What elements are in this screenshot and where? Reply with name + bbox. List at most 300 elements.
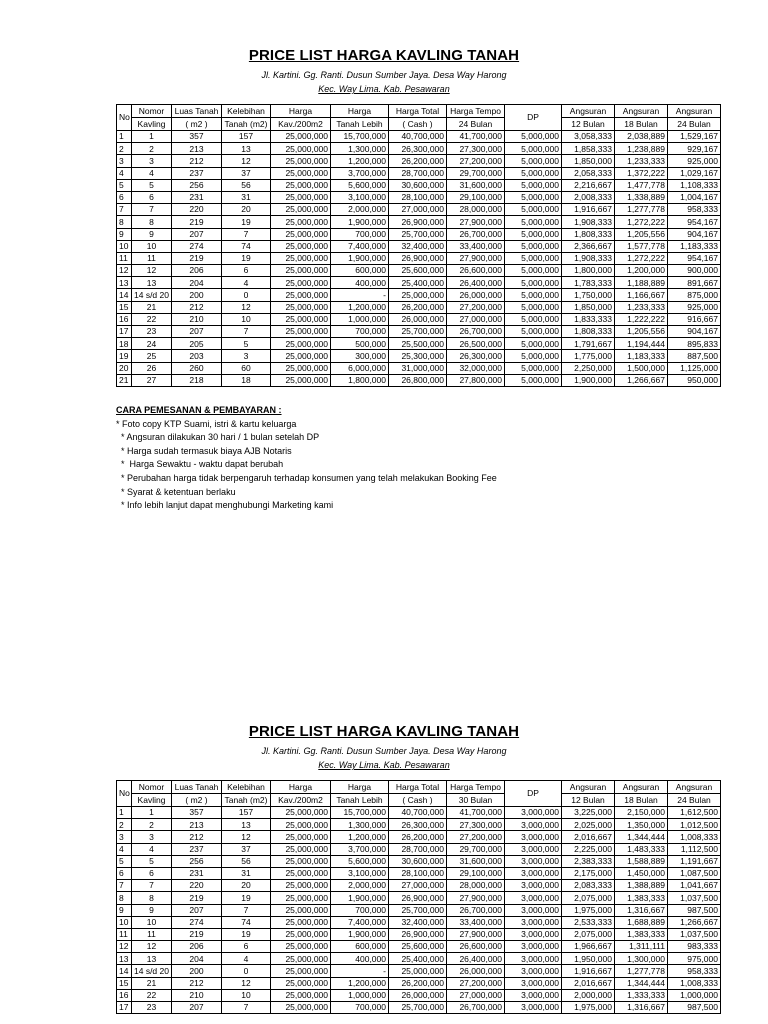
table-cell: 24: [132, 338, 172, 350]
table-row: [117, 204, 721, 216]
table-cell: 25,000,000: [271, 179, 331, 191]
table-cell: 26,000,000: [447, 965, 505, 977]
table-cell: 1: [132, 131, 172, 143]
table-cell: 5,000,000: [505, 265, 562, 277]
table-cell: 30,600,000: [389, 855, 447, 867]
table-row: [117, 228, 721, 240]
table-cell: 5,000,000: [505, 155, 562, 167]
table-cell: 206: [172, 941, 222, 953]
header-cell: ( m2 ): [172, 794, 222, 807]
table-cell: 1,900,000: [331, 252, 389, 264]
table-cell: 1,311,111: [615, 941, 668, 953]
table-cell: 205: [172, 338, 222, 350]
table-row: [117, 216, 721, 228]
table-cell: 954,167: [668, 252, 721, 264]
table-cell: 2,250,000: [562, 362, 615, 374]
table-cell: 5,600,000: [331, 855, 389, 867]
table-cell: 210: [172, 989, 222, 1001]
table-cell: 1,266,667: [615, 374, 668, 386]
table-cell: 1,344,444: [615, 977, 668, 989]
header-cell: Luas Tanah: [172, 781, 222, 794]
table-row: [117, 301, 721, 313]
table-cell: 27,200,000: [447, 301, 505, 313]
table-cell: 1,908,333: [562, 216, 615, 228]
table-cell: 1: [117, 807, 132, 819]
table-row: [117, 855, 721, 867]
table-cell: 26,700,000: [447, 1002, 505, 1014]
table-cell: 25,300,000: [389, 350, 447, 362]
table-cell: 357: [172, 807, 222, 819]
table-cell: 2,000,000: [331, 880, 389, 892]
table-cell: 958,333: [668, 204, 721, 216]
table-cell: 28,000,000: [447, 204, 505, 216]
table-cell: 1,500,000: [615, 362, 668, 374]
table-cell: 29,100,000: [447, 191, 505, 203]
header-cell: Kav./200m2: [271, 794, 331, 807]
table-row: [117, 916, 721, 928]
table-cell: 12: [132, 941, 172, 953]
table-cell: 237: [172, 167, 222, 179]
table-cell: 219: [172, 216, 222, 228]
table-cell: 26,700,000: [447, 228, 505, 240]
table-cell: 0: [222, 289, 271, 301]
table-cell: 3: [132, 831, 172, 843]
table-row: [117, 277, 721, 289]
table-cell: 213: [172, 819, 222, 831]
table-cell: 1,477,778: [615, 179, 668, 191]
table-cell: 26,200,000: [389, 155, 447, 167]
table-cell: 11: [132, 252, 172, 264]
header-cell: Angsuran: [562, 781, 615, 794]
table-cell: 1,266,667: [668, 916, 721, 928]
table-cell: 5: [222, 338, 271, 350]
table-cell: 22: [132, 313, 172, 325]
table-cell: 25,000,000: [271, 167, 331, 179]
header-cell: Kelebihan: [222, 781, 271, 794]
header-cell: Kav./200m2: [271, 118, 331, 131]
table-cell: 31: [222, 867, 271, 879]
table-cell: 25,000,000: [271, 240, 331, 252]
table-cell: 41,700,000: [447, 131, 505, 143]
table-cell: 220: [172, 204, 222, 216]
table-row: [117, 892, 721, 904]
table-cell: 1,333,333: [615, 989, 668, 1001]
table-cell: 40,700,000: [389, 131, 447, 143]
table-cell: 203: [172, 350, 222, 362]
table-cell: 600,000: [331, 941, 389, 953]
table-row: [117, 313, 721, 325]
table-cell: 212: [172, 301, 222, 313]
table-cell: 25,000,000: [271, 953, 331, 965]
table-cell: 19: [117, 350, 132, 362]
table-cell: 987,500: [668, 904, 721, 916]
header-cell: ( m2 ): [172, 118, 222, 131]
table-cell: 300,000: [331, 350, 389, 362]
price-table: [116, 104, 721, 387]
header-cell: 18 Bulan: [615, 118, 668, 131]
table-cell: 27,300,000: [447, 143, 505, 155]
table-cell: 26,200,000: [389, 977, 447, 989]
table-row: [117, 252, 721, 264]
header-cell: ( Cash ): [389, 794, 447, 807]
table-cell: 274: [172, 916, 222, 928]
table-cell: 25,400,000: [389, 953, 447, 965]
table-cell: 400,000: [331, 277, 389, 289]
table-cell: 895,833: [668, 338, 721, 350]
table-cell: 26,400,000: [447, 953, 505, 965]
table-cell: 700,000: [331, 326, 389, 338]
table-cell: 983,333: [668, 941, 721, 953]
table-cell: 6: [222, 941, 271, 953]
table-cell: 1,975,000: [562, 1002, 615, 1014]
table-cell: 25,000,000: [271, 289, 331, 301]
table-cell: 3,100,000: [331, 191, 389, 203]
table-cell: 1,087,500: [668, 867, 721, 879]
table-cell: 3,700,000: [331, 843, 389, 855]
table-row: [117, 880, 721, 892]
table-cell: 28,700,000: [389, 167, 447, 179]
table-cell: 1,372,222: [615, 167, 668, 179]
table-cell: -: [331, 289, 389, 301]
table-cell: 5,000,000: [505, 131, 562, 143]
header-cell: Harga Total: [389, 781, 447, 794]
table-cell: 12: [222, 977, 271, 989]
table-cell: 25,000,000: [271, 867, 331, 879]
table-cell: 210: [172, 313, 222, 325]
table-cell: 3,000,000: [505, 916, 562, 928]
table-row: [117, 131, 721, 143]
table-row: [117, 965, 721, 977]
table-row: [117, 289, 721, 301]
table-cell: 7: [132, 880, 172, 892]
table-cell: 9: [117, 904, 132, 916]
table-cell: 6: [132, 867, 172, 879]
table-cell: 25,000,000: [271, 362, 331, 374]
table-cell: 1,188,889: [615, 277, 668, 289]
table-cell: 950,000: [668, 374, 721, 386]
table-cell: 925,000: [668, 155, 721, 167]
table-cell: 8: [132, 216, 172, 228]
table-cell: 5,000,000: [505, 313, 562, 325]
table-cell: 25,000,000: [271, 277, 331, 289]
table-cell: 11: [132, 928, 172, 940]
table-cell: 207: [172, 228, 222, 240]
table-cell: 212: [172, 155, 222, 167]
table-cell: 26,700,000: [447, 326, 505, 338]
header-cell: ( Cash ): [389, 118, 447, 131]
table-cell: 1,300,000: [615, 953, 668, 965]
address-line: Jl. Kartini. Gg. Ranti. Dusun Sumber Jaya. Desa Way Harong: [261, 746, 507, 756]
table-cell: 25,000,000: [271, 191, 331, 203]
table-cell: 958,333: [668, 965, 721, 977]
table-cell: 29,700,000: [447, 167, 505, 179]
table-cell: 37: [222, 167, 271, 179]
table-cell: 975,000: [668, 953, 721, 965]
table-cell: 5,000,000: [505, 204, 562, 216]
table-cell: 26,900,000: [389, 892, 447, 904]
table-cell: 13: [222, 819, 271, 831]
header-cell: Luas Tanah: [172, 105, 222, 118]
table-cell: 6: [117, 867, 132, 879]
header-cell: Kelebihan: [222, 105, 271, 118]
table-cell: 1,950,000: [562, 953, 615, 965]
table-cell: 954,167: [668, 216, 721, 228]
table-cell: 1,200,000: [331, 831, 389, 843]
table-cell: 10: [222, 313, 271, 325]
table-cell: 25,000,000: [271, 204, 331, 216]
table-row: [117, 977, 721, 989]
header-cell: Harga: [331, 781, 389, 794]
table-cell: 19: [222, 216, 271, 228]
table-cell: 32,400,000: [389, 240, 447, 252]
table-cell: 25,000,000: [271, 880, 331, 892]
table-cell: 3,225,000: [562, 807, 615, 819]
table-cell: 56: [222, 179, 271, 191]
table-cell: 1,277,778: [615, 204, 668, 216]
table-cell: 25,000,000: [271, 228, 331, 240]
table-cell: 2,383,333: [562, 855, 615, 867]
table-cell: 2: [132, 143, 172, 155]
header-cell: Harga Tempo: [447, 781, 505, 794]
table-cell: 1,900,000: [562, 374, 615, 386]
header-cell: Harga: [331, 105, 389, 118]
table-cell: 400,000: [331, 953, 389, 965]
table-cell: 1,975,000: [562, 904, 615, 916]
table-row: [117, 179, 721, 191]
table-cell: 2,008,333: [562, 191, 615, 203]
table-cell: 2,083,333: [562, 880, 615, 892]
table-cell: 37: [222, 843, 271, 855]
table-cell: 206: [172, 265, 222, 277]
table-cell: 256: [172, 179, 222, 191]
table-cell: 10: [132, 240, 172, 252]
table-row: [117, 326, 721, 338]
table-cell: 26,200,000: [389, 301, 447, 313]
table-cell: 15: [117, 977, 132, 989]
table-cell: 1,200,000: [331, 977, 389, 989]
table-cell: 6,000,000: [331, 362, 389, 374]
table-cell: 21: [132, 301, 172, 313]
header-cell: Kavling: [132, 794, 172, 807]
table-cell: 13: [132, 277, 172, 289]
table-cell: 3: [222, 350, 271, 362]
table-cell: 1,200,000: [331, 155, 389, 167]
table-cell: 25,000,000: [271, 338, 331, 350]
table-cell: 4: [132, 167, 172, 179]
table-cell: 1,383,333: [615, 928, 668, 940]
table-row: [117, 362, 721, 374]
table-cell: 2,075,000: [562, 892, 615, 904]
table-cell: 3,000,000: [505, 855, 562, 867]
table-cell: 1,125,000: [668, 362, 721, 374]
table-cell: 10: [222, 989, 271, 1001]
table-cell: 231: [172, 191, 222, 203]
table-cell: 200: [172, 965, 222, 977]
table-cell: 33,400,000: [447, 916, 505, 928]
table-cell: 7: [132, 204, 172, 216]
table-cell: 1,200,000: [331, 301, 389, 313]
table-cell: 25,000,000: [271, 977, 331, 989]
table-cell: 26,400,000: [447, 277, 505, 289]
table-cell: 13: [132, 953, 172, 965]
table-cell: 157: [222, 131, 271, 143]
table-row: [117, 819, 721, 831]
table-cell: 26,500,000: [447, 338, 505, 350]
table-cell: 29,100,000: [447, 867, 505, 879]
table-cell: 7: [117, 880, 132, 892]
table-cell: 1,483,333: [615, 843, 668, 855]
header-cell: Angsuran: [562, 105, 615, 118]
table-header-row: [117, 794, 721, 807]
table-cell: 218: [172, 374, 222, 386]
note-item: * Syarat & ketentuan berlaku: [116, 486, 236, 497]
table-row: [117, 928, 721, 940]
table-cell: 5,000,000: [505, 350, 562, 362]
table-cell: 25,000,000: [271, 892, 331, 904]
table-cell: 28,100,000: [389, 867, 447, 879]
table-cell: 1,350,000: [615, 819, 668, 831]
table-cell: 6: [222, 265, 271, 277]
table-cell: 26,900,000: [389, 928, 447, 940]
table-cell: 26,900,000: [389, 252, 447, 264]
table-cell: 2,533,333: [562, 916, 615, 928]
table-cell: 5,000,000: [505, 228, 562, 240]
table-row: [117, 941, 721, 953]
table-cell: 1,808,333: [562, 228, 615, 240]
table-cell: 1,004,167: [668, 191, 721, 203]
table-cell: 6: [132, 191, 172, 203]
district-line: Kec. Way Lima. Kab. Pesawaran: [318, 760, 450, 770]
table-cell: 28,700,000: [389, 843, 447, 855]
table-cell: 1,529,167: [668, 131, 721, 143]
table-cell: 3,000,000: [505, 989, 562, 1001]
table-cell: 274: [172, 240, 222, 252]
table-cell: 28,100,000: [389, 191, 447, 203]
table-cell: 1,833,333: [562, 313, 615, 325]
table-cell: 1,000,000: [331, 313, 389, 325]
table-cell: 3,058,333: [562, 131, 615, 143]
header-cell: DP: [505, 105, 562, 131]
table-cell: 1,791,667: [562, 338, 615, 350]
header-cell: Harga Total: [389, 105, 447, 118]
header-cell: 18 Bulan: [615, 794, 668, 807]
table-cell: 5,000,000: [505, 362, 562, 374]
table-cell: 1,808,333: [562, 326, 615, 338]
table-cell: 2,025,000: [562, 819, 615, 831]
table-cell: 5,000,000: [505, 143, 562, 155]
table-cell: 74: [222, 916, 271, 928]
table-cell: 2,366,667: [562, 240, 615, 252]
table-row: [117, 867, 721, 879]
table-cell: 21: [117, 374, 132, 386]
table-row: [117, 831, 721, 843]
table-cell: 10: [132, 916, 172, 928]
table-cell: 887,500: [668, 350, 721, 362]
table-cell: 1,316,667: [615, 904, 668, 916]
table-cell: 1: [117, 131, 132, 143]
table-cell: 18: [117, 338, 132, 350]
table-cell: 3: [117, 155, 132, 167]
table-cell: 26: [132, 362, 172, 374]
header-cell: No: [117, 781, 132, 807]
table-cell: 25,000,000: [271, 326, 331, 338]
table-cell: 2: [117, 819, 132, 831]
table-cell: 27,900,000: [447, 928, 505, 940]
table-cell: 2,175,000: [562, 867, 615, 879]
table-cell: 14: [117, 289, 132, 301]
table-row: [117, 143, 721, 155]
table-cell: 1,183,333: [668, 240, 721, 252]
table-cell: 27,200,000: [447, 831, 505, 843]
table-cell: 13: [222, 143, 271, 155]
table-cell: 20: [117, 362, 132, 374]
table-cell: 5,000,000: [505, 167, 562, 179]
header-cell: Nomor: [132, 105, 172, 118]
table-cell: 5,000,000: [505, 179, 562, 191]
table-cell: 20: [222, 204, 271, 216]
header-cell: 30 Bulan: [447, 794, 505, 807]
table-cell: 1,783,333: [562, 277, 615, 289]
table-row: [117, 350, 721, 362]
table-cell: 3,000,000: [505, 819, 562, 831]
table-cell: 219: [172, 252, 222, 264]
table-row: [117, 953, 721, 965]
table-cell: 25,000,000: [271, 831, 331, 843]
header-cell: 12 Bulan: [562, 118, 615, 131]
table-cell: 17: [117, 326, 132, 338]
table-cell: 207: [172, 326, 222, 338]
table-cell: 7: [117, 204, 132, 216]
table-cell: 25,000,000: [271, 916, 331, 928]
table-cell: 1,612,500: [668, 807, 721, 819]
table-cell: 1,383,333: [615, 892, 668, 904]
table-cell: 2,038,889: [615, 131, 668, 143]
table-cell: 4: [132, 843, 172, 855]
table-cell: 219: [172, 892, 222, 904]
table-cell: 26,600,000: [447, 941, 505, 953]
table-cell: 3,000,000: [505, 965, 562, 977]
table-cell: 5: [132, 179, 172, 191]
table-cell: 5,000,000: [505, 191, 562, 203]
table-cell: 3: [132, 155, 172, 167]
table-cell: 5,000,000: [505, 216, 562, 228]
header-cell: Tanah Lebih: [331, 118, 389, 131]
table-cell: 11: [117, 252, 132, 264]
note-item: * Harga Sewaktu - waktu dapat berubah: [116, 459, 284, 470]
table-cell: 25,000,000: [271, 252, 331, 264]
table-cell: 212: [172, 977, 222, 989]
table-cell: 3,000,000: [505, 953, 562, 965]
table-cell: 2,000,000: [562, 989, 615, 1001]
table-cell: 6: [117, 191, 132, 203]
table-cell: 13: [117, 953, 132, 965]
table-cell: 1,688,889: [615, 916, 668, 928]
table-cell: 1,338,889: [615, 191, 668, 203]
table-cell: 1,966,667: [562, 941, 615, 953]
table-cell: 21: [132, 977, 172, 989]
table-cell: 1,272,222: [615, 252, 668, 264]
price-table-2-container: [0, 780, 768, 1024]
table-cell: 16: [117, 989, 132, 1001]
table-cell: 26,000,000: [389, 989, 447, 1001]
table-cell: 2: [132, 819, 172, 831]
table-cell: 25,000,000: [389, 289, 447, 301]
table-cell: 27,300,000: [447, 819, 505, 831]
table-cell: 25,000,000: [271, 374, 331, 386]
table-cell: 213: [172, 143, 222, 155]
table-cell: 1,916,667: [562, 965, 615, 977]
table-cell: 14 s/d 20: [132, 289, 172, 301]
